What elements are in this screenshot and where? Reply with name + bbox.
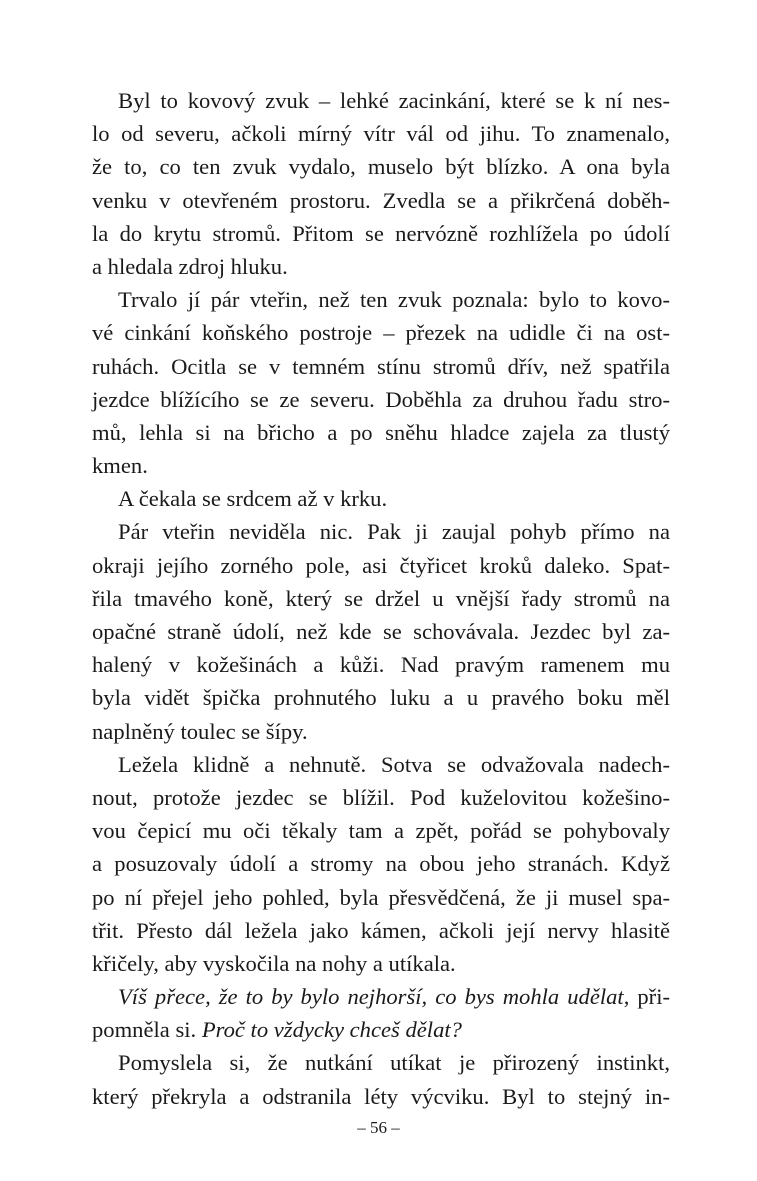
text-line: který překryla a odstranila léty výcviku. Byl to stejný in- xyxy=(92,1083,670,1109)
italic-span: Proč to vždycky chceš dělat? xyxy=(201,1017,462,1043)
text-line: řila tmavého koně, který se držel u vnější řady stromů na xyxy=(92,585,670,611)
text-line: vé cinkání koňského postroje – přezek na udidle či na ost- xyxy=(92,320,670,346)
text-line: jezdce blížícího se ze severu. Doběhla za druhou řadu stro- xyxy=(92,386,670,412)
text-line: venku v otevřeném prostoru. Zvedla se a přikrčená doběh- xyxy=(92,187,670,213)
text-line: byla vidět špička prohnutého luku a u pravého boku měl xyxy=(92,685,670,711)
text-line: Trvalo jí pár vteřin, než ten zvuk poznala: bylo to kovo- xyxy=(118,287,670,313)
text-line xyxy=(92,980,670,1013)
text-line: po ní přejel jeho pohled, byla přesvědčená, že ji musel spa- xyxy=(92,884,670,910)
text-line: ruhách. Ocitla se v temném stínu stromů dřív, než spatřila xyxy=(92,353,670,379)
text-line: Byl to kovový zvuk – lehké zacinkání, které se k ní nes- xyxy=(118,88,670,113)
text-line: křičely, aby vyskočila na nohy a utíkala. xyxy=(92,950,456,976)
text-line: halený v kožešinách a kůži. Nad pravým ramenem mu xyxy=(92,652,670,678)
body-text xyxy=(92,84,670,1113)
text-line: A čekala se srdcem až v krku. xyxy=(118,486,388,512)
text-line: Pomyslela si, že nutkání utíkat je přirozený instinkt, xyxy=(118,1050,670,1076)
italic-span: Víš přece, že to by bylo nejhorší, co bys mohla udělat xyxy=(118,984,624,1010)
text-line: že to, co ten zvuk vydalo, muselo být blízko. A ona byla xyxy=(92,154,670,180)
text-line xyxy=(92,1013,670,1046)
text-line: Pár vteřin neviděla nic. Pak ji zaujal pohyb přímo na xyxy=(118,519,670,545)
text-line: a posuzovaly údolí a stromy na obou jeho stranách. Když xyxy=(92,851,670,877)
text-line: kmen. xyxy=(92,453,148,479)
text-line: lo od severu, ačkoli mírný vítr vál od jihu. To znamenalo, xyxy=(92,121,670,147)
text-line: opačné straně údolí, než kde se schovávala. Jezdec byl za- xyxy=(92,619,670,644)
text-line: okraji jejího zorného pole, asi čtyřicet kroků daleko. Spat- xyxy=(92,552,670,578)
text-span: pomněla si. xyxy=(92,1017,202,1043)
text-line: nout, protože jezdec se blížil. Pod kuželovitou kožešino- xyxy=(92,784,670,810)
text-line: vou čepicí mu oči těkaly tam a zpět, pořád se pohybovaly xyxy=(92,818,670,844)
text-line: mů, lehla si na břicho a po sněhu hladce zajela za tlustý xyxy=(92,419,670,445)
text-line: Ležela klidně a nehnutě. Sotva se odvažovala nadech- xyxy=(118,751,670,777)
text-line: třit. Přesto dál ležela jako kámen, ačkoli její nervy hlasitě xyxy=(92,917,670,943)
text-span: , při- xyxy=(623,984,671,1010)
text-line: naplněný toulec se šípy. xyxy=(92,718,308,744)
text-line: la do krytu stromů. Přitom se nervózně rozhlížela po údolí xyxy=(92,220,670,246)
text-line: a hledala zdroj hluku. xyxy=(92,253,288,279)
page-number: – 56 – xyxy=(357,1118,400,1137)
